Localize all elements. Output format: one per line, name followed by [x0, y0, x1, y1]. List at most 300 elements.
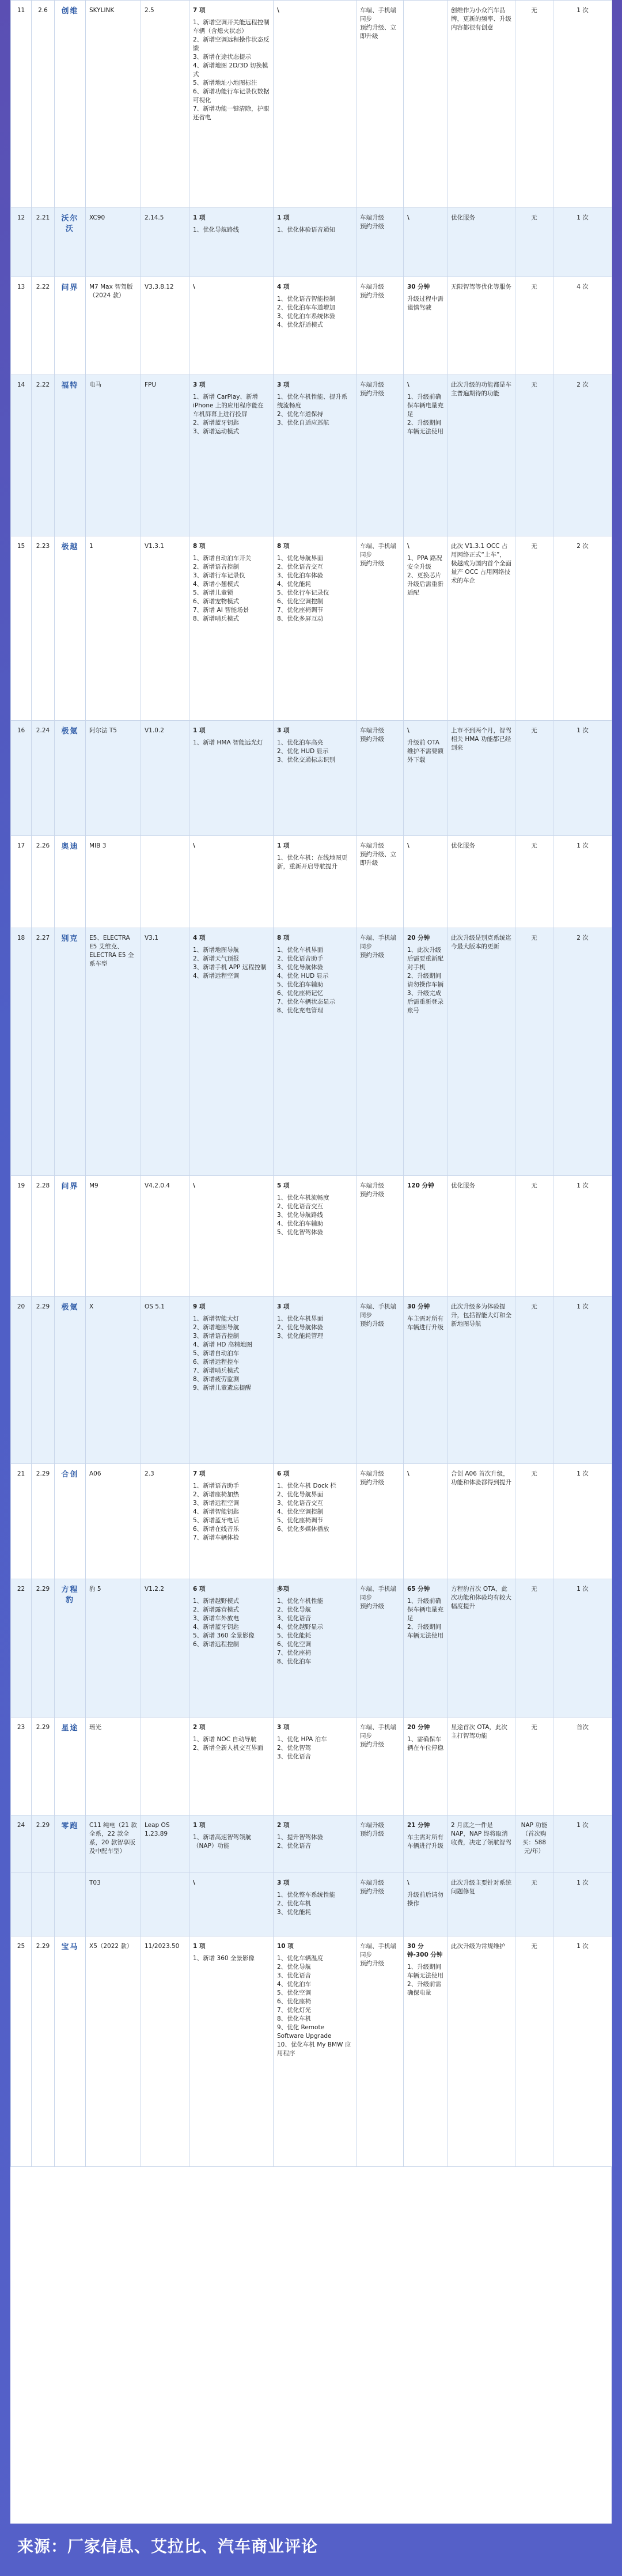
new-features-item: 5、新增蓝牙电话	[193, 1517, 240, 1524]
new-features-item: 4、新增地图 2D/3D 切换模式	[193, 62, 268, 78]
new-features	[189, 1815, 274, 1873]
new-features-item: 3、新增运动模式	[193, 428, 240, 435]
model-name: T03	[86, 1873, 141, 1936]
row-number: 21	[11, 1464, 32, 1579]
new-features-item: 1、新增 NOC 自动导航	[193, 1736, 257, 1743]
experience-improvements-item: 8、优化车机	[277, 2015, 312, 2022]
duration-count: \	[407, 1470, 409, 1477]
model-name: X5（2022 款）	[86, 1936, 141, 2167]
model-name: M7 Max 智驾版（2024 款）	[86, 277, 141, 375]
release-date: 2.24	[32, 721, 55, 836]
experience-improvements-item: 3、优化交通标志识别	[277, 756, 336, 763]
table-row	[11, 1464, 612, 1579]
experience-improvements	[274, 375, 356, 536]
duration-item: 车主需对所有车辆进行升级	[407, 1834, 443, 1849]
duration-item: 2、升级期间请勿操作车辆	[407, 973, 443, 988]
brand-name: 极氪	[55, 721, 86, 836]
duration-item: 2、升级期间车辆无法使用	[407, 419, 443, 435]
new-features	[189, 536, 274, 721]
new-features-item: 1、新增自动泊车开关	[193, 555, 252, 562]
duration-item: 1、需确保车辆在车位停稳	[407, 1736, 443, 1752]
upgrade-mode	[356, 1297, 404, 1464]
fee: 无	[515, 208, 553, 277]
brand-name: 合创	[55, 1464, 86, 1579]
duration-item: 升级前后请勿操作	[407, 1892, 443, 1907]
experience-improvements	[274, 536, 356, 721]
source-footer: 来源：厂家信息、艾拉比、汽车商业评论	[17, 2537, 318, 2556]
remarks	[447, 1, 515, 208]
version: 2.5	[141, 1, 189, 208]
experience-improvements	[274, 928, 356, 1176]
new-features-item: 2、新增全新人机交互界面	[193, 1745, 264, 1752]
experience-improvements	[274, 208, 356, 277]
row-number: 24	[11, 1815, 32, 1873]
duration	[404, 1, 447, 208]
fee: 无	[515, 1464, 553, 1579]
duration-item: 3、升级完成后需重新登录账号	[407, 990, 443, 1014]
new-features-count: \	[193, 283, 195, 290]
upgrade-mode	[356, 1873, 404, 1936]
experience-improvements-item: 7、优化座椅调节	[277, 607, 324, 614]
duration	[404, 536, 447, 721]
new-features-count: 1 项	[193, 1943, 206, 1950]
brand-name: 零跑	[55, 1815, 86, 1873]
remarks-item: 方程豹首次 OTA，此次功能和体验均有较大幅度提升	[451, 1586, 511, 1610]
experience-improvements-item: 2、优化语音助手	[277, 955, 324, 962]
new-features-count: \	[193, 1879, 195, 1886]
update-count: 1 次	[553, 1873, 612, 1936]
model-name: MIB 3	[86, 836, 141, 928]
new-features-item: 2、新增蓝牙钥匙	[193, 419, 240, 426]
release-date: 2.29	[32, 1718, 55, 1815]
remarks-item: 此次升级多为体验提升，包括智能大灯和全新地图导航	[451, 1303, 511, 1327]
update-count: 1 次	[553, 208, 612, 277]
remarks	[447, 375, 515, 536]
version	[141, 1718, 189, 1815]
experience-improvements-item: 6、优化座椅记忆	[277, 990, 324, 997]
row-number: 15	[11, 536, 32, 721]
new-features-count: 3 项	[193, 381, 206, 388]
upgrade-mode-item: 预约升级	[360, 1741, 384, 1748]
row-number: 19	[11, 1176, 32, 1297]
upgrade-mode-item: 车端、手机端同步	[360, 1943, 396, 1958]
experience-improvements-item: 8、优化泊车	[277, 1658, 312, 1665]
new-features-item: 6、新增功能行车记录仪数据可视化	[193, 88, 270, 104]
fee: NAP 功能（首次购买：588 元/年）	[515, 1815, 553, 1873]
new-features-item: 6、新增在线音乐	[193, 1526, 240, 1533]
experience-improvements-item: 1、优化车辆温度	[277, 1955, 324, 1962]
table-row	[11, 1815, 612, 1873]
experience-improvements	[274, 1297, 356, 1464]
new-features	[189, 1176, 274, 1297]
brand-name: 问界	[55, 277, 86, 375]
brand-name: 宝马	[55, 1936, 86, 2167]
experience-improvements-count: 10 项	[277, 1943, 294, 1950]
new-features-count: 8 项	[193, 543, 206, 550]
version	[141, 1873, 189, 1936]
new-features-item: 1、新增空调开关能远程控制车辆（含熄火状态）	[193, 19, 270, 35]
version: V3.1	[141, 928, 189, 1176]
new-features-item: 1、新增越野模式	[193, 1598, 240, 1605]
experience-improvements-item: 6、优化多媒体播放	[277, 1526, 329, 1533]
experience-improvements-count: 3 项	[277, 1879, 290, 1886]
new-features	[189, 1579, 274, 1718]
experience-improvements	[274, 277, 356, 375]
new-features-item: 7、新增车辆体检	[193, 1534, 240, 1541]
update-count: 2 次	[553, 375, 612, 536]
new-features-count: 4 项	[193, 935, 206, 941]
experience-improvements-item: 1、优化导航界面	[277, 555, 324, 562]
new-features-item: 1、新增语音助手	[193, 1482, 240, 1489]
duration	[404, 836, 447, 928]
release-date: 2.29	[32, 1936, 55, 2167]
fee: 无	[515, 375, 553, 536]
new-features-item: 3、新增行车记录仪	[193, 572, 245, 579]
experience-improvements-item: 5、优化空调	[277, 1989, 312, 1996]
remarks-item: 合创 A06 首次升级，功能和体验都得到提升	[451, 1470, 511, 1486]
duration-item: 1、升级期间车辆无法使用	[407, 1964, 443, 1979]
new-features-item: 2、新增地图导航	[193, 1324, 240, 1331]
experience-improvements-item: 6、优化空调	[277, 1641, 312, 1648]
duration	[404, 375, 447, 536]
brand-name: 极越	[55, 536, 86, 721]
experience-improvements	[274, 836, 356, 928]
upgrade-mode-item: 车端升级	[360, 1470, 384, 1477]
upgrade-mode	[356, 1718, 404, 1815]
table-row	[11, 1936, 612, 2167]
fee: 无	[515, 1718, 553, 1815]
experience-improvements-count: 4 项	[277, 283, 290, 290]
version: V4.2.0.4	[141, 1176, 189, 1297]
fee: 无	[515, 928, 553, 1176]
fee: 无	[515, 721, 553, 836]
model-name: 电马	[86, 375, 141, 536]
new-features-item: 1、新增 360 全景影像	[193, 1955, 255, 1962]
remarks	[447, 1718, 515, 1815]
fee: 无	[515, 1, 553, 208]
brand-name: 星途	[55, 1718, 86, 1815]
experience-improvements-item: 5、优化座椅调节	[277, 1517, 324, 1524]
update-count: 1 次	[553, 1464, 612, 1579]
remarks	[447, 721, 515, 836]
fee: 无	[515, 1176, 553, 1297]
row-number: 17	[11, 836, 32, 928]
experience-improvements-item: 1、提升智驾体验	[277, 1834, 324, 1841]
model-name: M9	[86, 1176, 141, 1297]
upgrade-mode-item: 预约升级、立即升级	[360, 851, 396, 867]
new-features	[189, 836, 274, 928]
experience-improvements-item: 4、优化越野显示	[277, 1624, 324, 1631]
ota-update-table	[10, 0, 612, 2167]
duration	[404, 1815, 447, 1873]
duration	[404, 1579, 447, 1718]
experience-improvements-item: 7、优化车辆状态显示	[277, 998, 336, 1005]
update-count: 1 次	[553, 836, 612, 928]
experience-improvements-item: 1、优化车机性能、提升系统流畅度	[277, 394, 348, 409]
new-features	[189, 1464, 274, 1579]
update-count: 2 次	[553, 928, 612, 1176]
version: V1.3.1	[141, 536, 189, 721]
new-features-item: 7、新增功能一键清除，护眼还省电	[193, 105, 270, 121]
experience-improvements-item: 3、优化语音交互	[277, 1500, 324, 1507]
brand-name	[55, 1873, 86, 1936]
update-count: 1 次	[553, 1579, 612, 1718]
duration	[404, 1718, 447, 1815]
experience-improvements-item: 7、优化座椅	[277, 1650, 312, 1656]
upgrade-mode	[356, 1, 404, 208]
duration-count: 30 分钟	[407, 1303, 430, 1310]
upgrade-mode	[356, 1815, 404, 1873]
new-features	[189, 1, 274, 208]
model-name: SKYLINK	[86, 1, 141, 208]
upgrade-mode	[356, 208, 404, 277]
experience-improvements-item: 2、优化语音交互	[277, 1203, 324, 1210]
experience-improvements-item: 4、优化能耗	[277, 581, 312, 588]
remarks-item: 上市不到两个月，智驾相关 HMA 功能都已经到来	[451, 727, 511, 751]
remarks	[447, 1579, 515, 1718]
table-row	[11, 1873, 612, 1936]
new-features-item: 3、新增在途状态提示	[193, 54, 252, 60]
new-features	[189, 1718, 274, 1815]
duration-count: 65 分钟	[407, 1586, 430, 1592]
new-features-item: 2、新增语音控制	[193, 563, 240, 570]
duration-count: \	[407, 543, 409, 550]
duration-item: 1、升级前确保车辆电量充足	[407, 1598, 443, 1622]
experience-improvements-item: 2、优化语音	[277, 1843, 312, 1849]
table-row	[11, 375, 612, 536]
experience-improvements-item: 4、优化泊车	[277, 1981, 312, 1988]
remarks	[447, 928, 515, 1176]
brand-name: 奥迪	[55, 836, 86, 928]
new-features-item: 5、新增 360 全景影像	[193, 1632, 255, 1639]
duration	[404, 208, 447, 277]
model-name: 1	[86, 536, 141, 721]
experience-improvements-item: 1、优化车机性能	[277, 1598, 324, 1605]
new-features	[189, 277, 274, 375]
table-row	[11, 1718, 612, 1815]
upgrade-mode	[356, 1464, 404, 1579]
version: 2.3	[141, 1464, 189, 1579]
experience-improvements-item: 3、优化导航路线	[277, 1212, 324, 1219]
new-features	[189, 928, 274, 1176]
table-row	[11, 1, 612, 208]
experience-improvements-item: 3、优化语音	[277, 1615, 312, 1622]
upgrade-mode-item: 车端、手机端同步	[360, 1586, 396, 1601]
new-features-count: \	[193, 1182, 195, 1189]
table-row	[11, 928, 612, 1176]
remarks-item: 优化服务	[451, 1182, 475, 1189]
experience-improvements	[274, 1, 356, 208]
experience-improvements	[274, 1176, 356, 1297]
new-features-count: 1 项	[193, 1822, 206, 1829]
experience-improvements-item: 8、优化多屏互动	[277, 615, 324, 622]
row-number: 18	[11, 928, 32, 1176]
row-number: 23	[11, 1718, 32, 1815]
experience-improvements-item: 3、优化导航体验	[277, 964, 324, 971]
duration-item: 2、升级前需确保电量	[407, 1981, 442, 1996]
experience-improvements-count: 3 项	[277, 1303, 290, 1310]
update-count: 4 次	[553, 277, 612, 375]
new-features	[189, 208, 274, 277]
experience-improvements-item: 3、优化能耗管理	[277, 1333, 324, 1340]
duration	[404, 1873, 447, 1936]
remarks	[447, 1936, 515, 2167]
version	[141, 836, 189, 928]
update-count: 1 次	[553, 1936, 612, 2167]
brand-name: 方程豹	[55, 1579, 86, 1718]
duration-count: 21 分钟	[407, 1822, 430, 1829]
upgrade-mode-item: 车端、手机端同步	[360, 7, 396, 22]
experience-improvements-count: 3 项	[277, 381, 290, 388]
experience-improvements-item: 6、优化空调控制	[277, 598, 324, 605]
row-number: 16	[11, 721, 32, 836]
remarks-item: 此次升级是别克系统迄今最大版本的更新	[451, 935, 511, 950]
new-features	[189, 1297, 274, 1464]
duration	[404, 928, 447, 1176]
experience-improvements-item: 4、优化 HUD 显示	[277, 973, 329, 979]
duration-count: \	[407, 842, 409, 849]
new-features	[189, 721, 274, 836]
model-name: X	[86, 1297, 141, 1464]
table-row	[11, 1297, 612, 1464]
duration-count: \	[407, 214, 409, 221]
fee: 无	[515, 836, 553, 928]
experience-improvements-item: 1、优化车机流畅度	[277, 1194, 329, 1201]
duration-count: 20 分钟	[407, 935, 430, 941]
experience-improvements-item: 9、优化 Remote Software Upgrade	[277, 2024, 332, 2040]
row-number: 14	[11, 375, 32, 536]
new-features-item: 6、新增宠物模式	[193, 598, 240, 605]
new-features-count: \	[193, 842, 195, 849]
upgrade-mode	[356, 1579, 404, 1718]
remarks-item: 星途首次 OTA，此次主打智驾功能	[451, 1724, 507, 1739]
new-features-count: 7 项	[193, 1470, 206, 1477]
new-features-item: 1、新增 HMA 智能远光灯	[193, 739, 263, 746]
duration-item: 车主需对所有车辆进行升级	[407, 1315, 443, 1331]
experience-improvements-count: 2 项	[277, 1822, 290, 1829]
model-name: 豹 5	[86, 1579, 141, 1718]
row-number: 13	[11, 277, 32, 375]
experience-improvements-count: \	[277, 7, 279, 14]
experience-improvements-item: 4、优化空调控制	[277, 1508, 324, 1515]
remarks-item: 此次升级的功能都是车主普遍期待的功能	[451, 381, 511, 397]
upgrade-mode-item: 车端升级	[360, 1822, 384, 1829]
experience-improvements-item: 7、优化灯光	[277, 2007, 312, 2014]
new-features-item: 5、新增儿童锁	[193, 589, 233, 596]
new-features-count: 9 项	[193, 1303, 206, 1310]
upgrade-mode-item: 车端、手机端同步	[360, 543, 396, 558]
upgrade-mode-item: 车端升级	[360, 842, 384, 849]
new-features-item: 2、新增座椅加热	[193, 1491, 240, 1498]
release-date: 2.29	[32, 1464, 55, 1579]
remarks-item: 创维作为小众汽车品牌，更新的频率、升级内容都很有创意	[451, 7, 511, 31]
new-features	[189, 375, 274, 536]
new-features-item: 4、新增 HD 高精地图	[193, 1341, 252, 1348]
new-features-item: 8、新增哨兵模式	[193, 615, 240, 622]
model-name: 阿尔法 T5	[86, 721, 141, 836]
experience-improvements-item: 1、优化车机 Dock 栏	[277, 1482, 336, 1489]
update-count: 1 次	[553, 721, 612, 836]
experience-improvements-count: 6 项	[277, 1470, 290, 1477]
experience-improvements-item: 2、优化导航	[277, 1606, 312, 1613]
experience-improvements-item: 2、优化导航	[277, 1964, 312, 1970]
experience-improvements-item: 2、优化车机	[277, 1900, 312, 1907]
remarks-item: 此次 V1.3.1 OCC 占用网络正式“上车”，极越成为国内首个全面量产 OCC 占用网络技术的车企	[451, 543, 511, 584]
upgrade-mode-item: 车端、手机端同步	[360, 935, 396, 950]
upgrade-mode-item: 预约升级	[360, 292, 384, 299]
new-features-item: 7、新增哨兵模式	[193, 1367, 240, 1374]
experience-improvements-item: 3、优化语音	[277, 1972, 312, 1979]
row-number: 20	[11, 1297, 32, 1464]
table-row	[11, 1176, 612, 1297]
new-features-item: 2、新增空调远程操作状态反馈	[193, 36, 270, 52]
remarks-item: 无限智驾等优化等服务	[451, 283, 511, 290]
release-date: 2.29	[32, 1815, 55, 1873]
upgrade-mode-item: 车端、手机端同步	[360, 1303, 396, 1319]
new-features-item: 4、新增远程空调	[193, 973, 240, 979]
experience-improvements-item: 3、优化泊车系统体验	[277, 313, 336, 320]
experience-improvements-item: 2、优化导航界面	[277, 1491, 324, 1498]
model-name: E5、ELECTRA E5 艾维克、ELECTRA E5 全系车型	[86, 928, 141, 1176]
remarks-item: 优化服务	[451, 842, 475, 849]
version: V1.0.2	[141, 721, 189, 836]
table-row	[11, 277, 612, 375]
upgrade-mode-item: 车端升级	[360, 381, 384, 388]
experience-improvements-item: 4、优化泊车辅助	[277, 1220, 324, 1227]
experience-improvements-item: 10、优化车机 My BMW 应用程序	[277, 2041, 351, 2057]
duration-count: 120 分钟	[407, 1182, 434, 1189]
brand-name: 极氪	[55, 1297, 86, 1464]
duration-item: 2、升级期间车辆无法使用	[407, 1624, 443, 1639]
row-number: 11	[11, 1, 32, 208]
duration	[404, 1936, 447, 2167]
experience-improvements	[274, 721, 356, 836]
version: OS 5.1	[141, 1297, 189, 1464]
upgrade-mode-item: 预约升级	[360, 560, 384, 567]
upgrade-mode-item: 预约升级	[360, 1960, 384, 1967]
experience-improvements-item: 6、优化座椅	[277, 1998, 312, 2005]
upgrade-mode-item: 预约升级	[360, 1603, 384, 1610]
new-features-item: 5、新增自动泊车	[193, 1350, 240, 1357]
new-features-item: 1、优化导航路线	[193, 226, 240, 233]
version: Leap OS 1.23.89	[141, 1815, 189, 1873]
fee: 无	[515, 277, 553, 375]
row-number: 12	[11, 208, 32, 277]
experience-improvements	[274, 1579, 356, 1718]
experience-improvements-item: 3、优化语音	[277, 1753, 312, 1760]
update-count: 2 次	[553, 536, 612, 721]
update-count: 1 次	[553, 1815, 612, 1873]
experience-improvements	[274, 1464, 356, 1579]
new-features-item: 1、新增地图导航	[193, 947, 240, 954]
brand-name: 别克	[55, 928, 86, 1176]
remarks-item: 此次升级主要针对系统问题修复	[451, 1879, 511, 1895]
experience-improvements-item: 1、优化车机：在线地图更新，重新开启导航提升	[277, 854, 348, 870]
release-date: 2.22	[32, 277, 55, 375]
row-number: 22	[11, 1579, 32, 1718]
remarks	[447, 536, 515, 721]
row-number	[11, 1873, 32, 1936]
model-name: A06	[86, 1464, 141, 1579]
experience-improvements-item: 5、优化能耗	[277, 1632, 312, 1639]
upgrade-mode	[356, 721, 404, 836]
upgrade-mode-item: 预约升级、立即升级	[360, 24, 396, 40]
upgrade-mode-item: 预约升级	[360, 223, 384, 230]
remarks	[447, 836, 515, 928]
table-row	[11, 536, 612, 721]
remarks-item: 2 月底之一件是 NAP，NAP 终将取消收费，决定了领航智驾	[451, 1822, 511, 1846]
upgrade-mode	[356, 1936, 404, 2167]
